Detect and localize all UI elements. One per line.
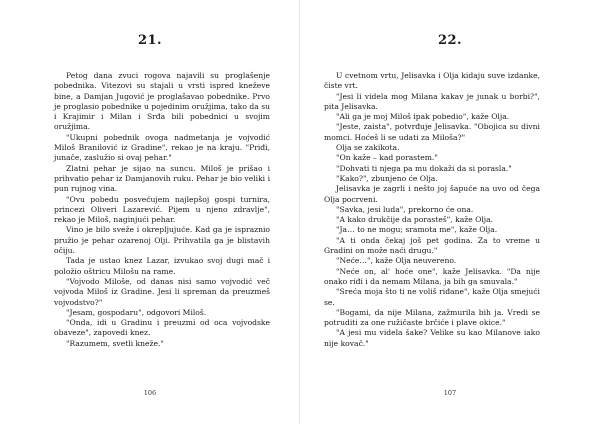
paragraph: "Onda, idi u Gradinu i preuzmi od oca vojvodske obaveze", zapovedi knez. bbox=[54, 318, 270, 338]
paragraph: "Kako?", zbunjeno će Olja. bbox=[336, 173, 438, 183]
paragraph: "Ali ga je moj Miloš ipak pobedio", kaže Olja. bbox=[336, 112, 510, 122]
paragraph: Vino je bilo sveže i okrepljujuće. Kad ga je ispraznio pružio je pehar ozarenoj Olji. Prihvatila ga je blistavih očiju. bbox=[54, 225, 270, 256]
paragraph: "Vojvodo Miloše, od danas nisi samo vojvodić več vojvoda Miloš iz Gradine. Jesi li spreman da preuzmeš vojvodstvo?" bbox=[54, 276, 270, 307]
paragraph: "On kaže – kad porastem." bbox=[336, 153, 438, 163]
page-number: 106 bbox=[143, 389, 157, 397]
paragraph: Jelisavka je zagrli i nešto joj šapuće na uvo od čega Olja pocrveni. bbox=[324, 184, 540, 204]
paragraph: Zlatni pehar je sijao na suncu. Miloš je prišao i prihvatio pehar iz Damjanovih ruku. Pehar je bio veliki i pun rujnog vina. bbox=[54, 163, 270, 194]
paragraph: "Savka, jesi luda", prekorno će ona. bbox=[336, 204, 474, 214]
page-number: 107 bbox=[443, 389, 457, 397]
paragraph: "Sreća moja što ti ne voliš riđane", kaže Olja smejući se. bbox=[324, 287, 540, 307]
paragraph: "Jeste, zaista", potvrđuje Jelisavka. "Obojica su divni momci. Hoćeš li se udati za Miloša?" bbox=[324, 122, 540, 142]
paragraph: "Razumem, svetli kneže." bbox=[66, 338, 164, 348]
paragraph: "Ja… to ne mogu; sramota me", kaže Olja. bbox=[336, 225, 498, 235]
chapter-heading: 21. bbox=[137, 33, 163, 48]
paragraph: "Dohvati ti njega pa mu dokaži da si porasla." bbox=[336, 163, 512, 173]
paragraph: "A ti onda čekaj još pet godina. Za to vreme u Gradini on može naći drugu." bbox=[324, 235, 540, 256]
paragraph: "A jesi mu videla šake? Velike su kao Milanove iako nije kovač." bbox=[324, 328, 540, 348]
paragraph: "A kako drukčije da porasteš", kaže Olja. bbox=[336, 215, 494, 225]
page-body bbox=[54, 71, 270, 349]
paragraph: Tada je ustao knez Lazar, izvukao svoj dugi mač i položio oštricu Milošu na rame. bbox=[54, 256, 270, 276]
paragraph: "Jesi li videla mog Milana kakav je junak u borbi?", pita Jelisavka. bbox=[324, 91, 540, 111]
right-page bbox=[300, 0, 600, 424]
paragraph: Olja se zakikota. bbox=[336, 143, 400, 153]
paragraph: "Bogami, da nije Milana, zažmurila bih ja. Vredi se potruditi za one ružičaste brčiće i plave okice." bbox=[324, 307, 540, 328]
paragraph: "Ukupni pobednik ovoga nadmetanja je vojvodić Miloš Branilović iz Gradine", rekao je na kraju. "Priđi, junače, zaslužio si ovaj pehar." bbox=[54, 132, 270, 163]
paragraph: "Neće on, al' hoće one", kaže Jelisavka. "Da nije onako riđi i da nemam Milana, ja bih ga smuvala." bbox=[324, 266, 540, 286]
paragraph: "Ovu pobedu posvećujem najlepšoj gospi turnira, princezi Oliveri Lazarević. Pijem u njeno zdravlje", rekao je Miloš, naginjući pehar. bbox=[54, 194, 270, 225]
paragraph: Petog dana zvuci rogova najavili su proglašenje pobednika. Vitezovi su stajali u vrsti ispred kneževe bine, a Damjan Jugović je proglašavao pobednike. Prvo je proglasio pobednike u pojedinim oružjima, tako da su i Krajimir i Milan i Srđa bili pobednici u svojim oružjima. bbox=[54, 71, 270, 132]
chapter-heading: 22. bbox=[437, 33, 463, 48]
paragraph: "Neće…", kaže Olja neuvereno. bbox=[336, 256, 457, 266]
page-body bbox=[324, 71, 540, 349]
paragraph: U cvetnom vrtu, Jelisavka i Olja kidaju suve izdanke, čiste vrt. bbox=[324, 71, 540, 91]
paragraph: "Jesam, gospodaru", odgovori Miloš. bbox=[66, 307, 207, 317]
